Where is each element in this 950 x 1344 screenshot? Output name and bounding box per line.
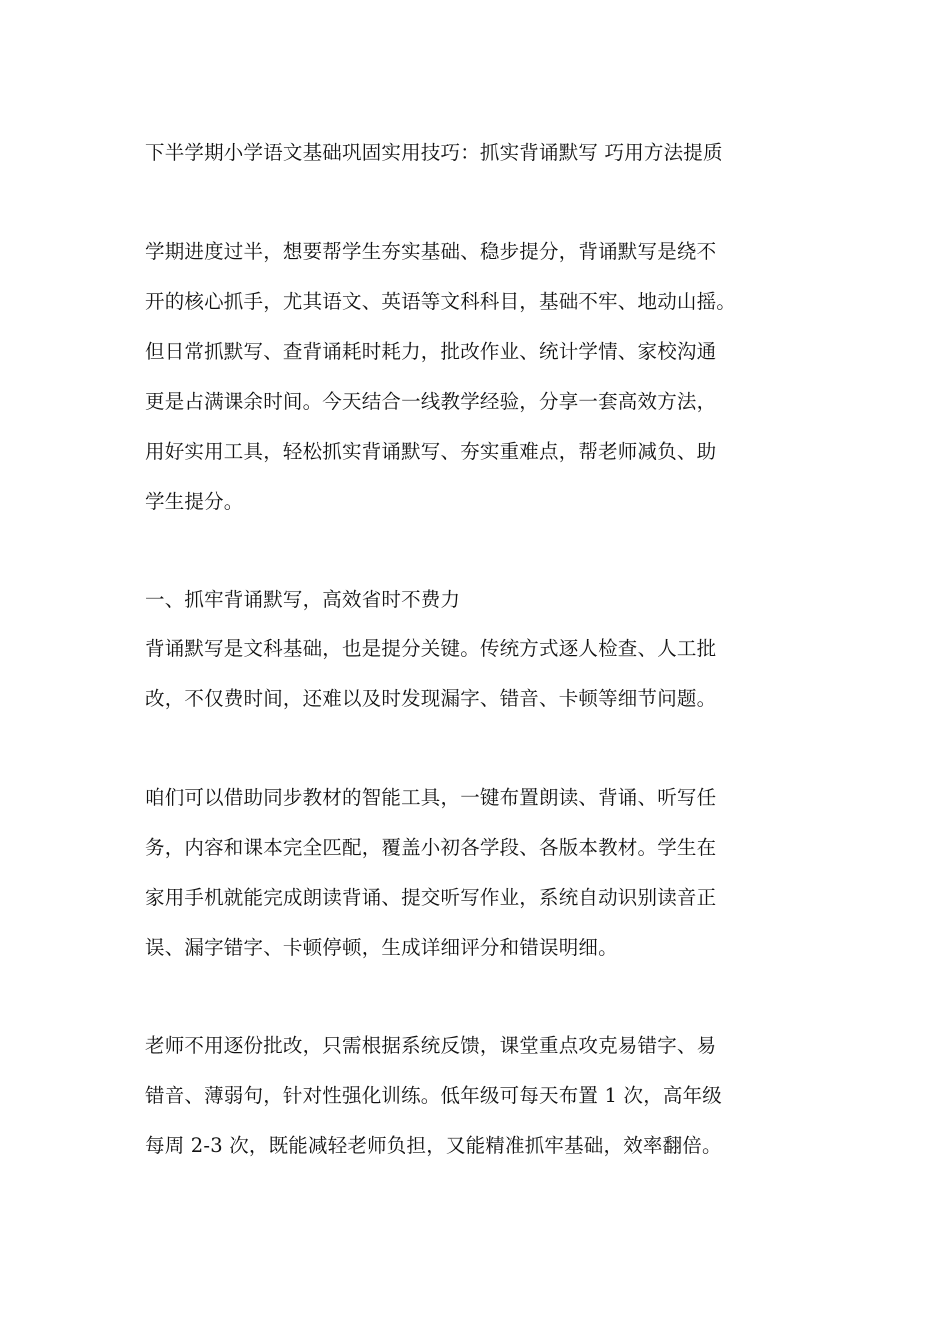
intro-line: 开的核心抓手，尤其语文、英语等文科科目，基础不牢、地动山摇。 bbox=[145, 290, 737, 313]
paragraph-line: 务，内容和课本完全匹配，覆盖小初各学段、各版本教材。学生在 bbox=[145, 836, 717, 859]
paragraph-line: 每周 2-3 次，既能减轻老师负担，又能精准抓牢基础，效率翻倍。 bbox=[145, 1134, 722, 1157]
paragraph-line: 背诵默写是文科基础，也是提分关键。传统方式逐人检查、人工批 bbox=[145, 637, 717, 660]
paragraph-line: 家用手机就能完成朗读背诵、提交听写作业，系统自动识别读音正 bbox=[145, 886, 717, 909]
paragraph-line: 错音、薄弱句，针对性强化训练。低年级可每天布置 1 次，高年级 bbox=[145, 1084, 723, 1107]
intro-line: 但日常抓默写、查背诵耗时耗力，批改作业、统计学情、家校沟通 bbox=[145, 340, 717, 363]
intro-line: 用好实用工具，轻松抓实背诵默写、夯实重难点，帮老师减负、助 bbox=[145, 440, 717, 463]
paragraph-line: 改，不仅费时间，还难以及时发现漏字、错音、卡顿等细节问题。 bbox=[145, 687, 717, 710]
paragraph-line: 咱们可以借助同步教材的智能工具，一键布置朗读、背诵、听写任 bbox=[145, 786, 717, 809]
intro-line: 更是占满课余时间。今天结合一线教学经验，分享一套高效方法， bbox=[145, 390, 717, 413]
intro-line: 学生提分。 bbox=[145, 490, 244, 513]
intro-line: 学期进度过半，想要帮学生夯实基础、稳步提分，背诵默写是绕不 bbox=[145, 240, 717, 263]
section-heading: 一、抓牢背诵默写，高效省时不费力 bbox=[145, 588, 461, 611]
document-title: 下半学期小学语文基础巩固实用技巧：抓实背诵默写 巧用方法提质 bbox=[145, 141, 723, 164]
paragraph-line: 误、漏字错字、卡顿停顿，生成详细评分和错误明细。 bbox=[145, 936, 618, 959]
paragraph-line: 老师不用逐份批改，只需根据系统反馈，课堂重点攻克易错字、易 bbox=[145, 1034, 717, 1057]
